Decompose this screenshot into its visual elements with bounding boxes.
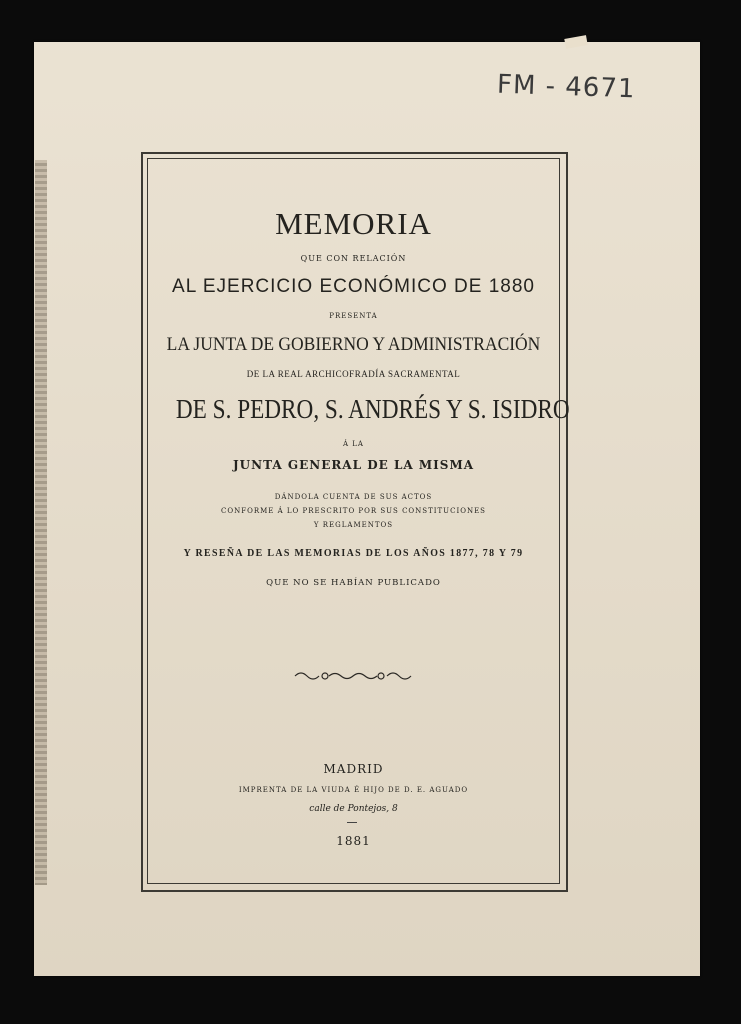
- title-block: [147, 158, 570, 882]
- subtitle-a-la: Á LA: [343, 440, 364, 448]
- subtitle-presenta: PRESENTA: [329, 312, 378, 320]
- subtitle-junta-general: JUNTA GENERAL DE LA MISMA: [232, 458, 475, 472]
- imprint-printer: IMPRENTA DE LA VIUDA É HIJO DE D. E. AGUADO: [238, 786, 469, 794]
- subtitle-resena: Y RESEÑA DE LAS MEMORIAS DE LOS AÑOS 1877, 78 Y 79: [183, 547, 524, 559]
- imprint-address: calle de Pontejos, 8: [309, 804, 398, 814]
- subtitle-junta-gobierno: LA JUNTA DE GOBIERNO Y ADMINISTRACIÓN: [166, 334, 541, 355]
- flourish-ornament-icon: [293, 669, 413, 683]
- subtitle-dandola: DÁNDOLA CUENTA DE SUS ACTOS: [274, 493, 433, 501]
- binding-edge: [35, 160, 47, 885]
- subtitle-real-archicofradia: DE LA REAL ARCHICOFRADÍA SACRAMENTAL: [246, 369, 461, 379]
- imprint-year: 1881: [336, 834, 371, 848]
- catalog-number-handwritten: FM - 4671: [496, 69, 636, 105]
- subtitle-que-con-relacion: QUE CON RELACIÓN: [300, 254, 407, 263]
- subtitle-reglamentos: Y REGLAMENTOS: [313, 521, 394, 529]
- subtitle-conforme: CONFORME Á LO PRESCRITO POR SUS CONSTITUCIONES: [221, 507, 486, 515]
- imprint-city: MADRID: [323, 762, 384, 776]
- imprint-rule: [347, 822, 357, 823]
- main-title: MEMORIA: [275, 206, 432, 241]
- subtitle-ejercicio: AL EJERCICIO ECONÓMICO DE 1880: [172, 276, 535, 297]
- subtitle-no-publicado: QUE NO SE HABÍAN PUBLICADO: [266, 578, 441, 588]
- subtitle-santos: DE S. PEDRO, S. ANDRÉS Y S. ISIDRO: [175, 394, 570, 424]
